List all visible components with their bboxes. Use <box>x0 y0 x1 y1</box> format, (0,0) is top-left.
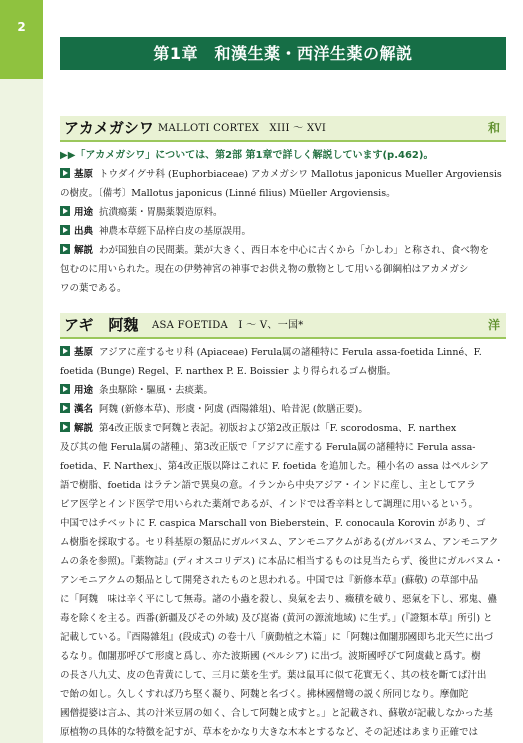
chapter-title: 第1章 和漢生薬・西洋生薬の解説 <box>60 37 506 70</box>
entry2-explain-line7: ム樹脂を採取する。セリ科基原の類品にガルバヌム、アンモニアクムがある(ガルバヌム、アンモニアク <box>60 537 499 548</box>
entry-name-jp: アカメガシワ <box>64 119 154 137</box>
entry2-explain-line14: の長さ八九丈、皮の色青黄にして、三月に葉を生ず。葉は鼠耳に似て花實无く、其の枝を斷てば汁出 <box>60 670 487 681</box>
entry1-explain-line1: 解説 わが国独自の民間薬。葉が大きく、西日本を中心に古くから「かしわ」と称され、食べ物を <box>60 241 506 260</box>
entry2-use: 用途 条虫駆除・驅風・去痰薬。 <box>60 381 506 400</box>
entry2-explain-line12: 記載している。『酉陽雜俎』(段成式) の卷十八「廣動植之木篇」に「阿魏は伽闍那國即ち北天竺に出づ <box>60 632 494 643</box>
label-marker-icon <box>60 403 70 413</box>
label-marker-icon <box>60 422 70 432</box>
page-number: 2 <box>17 20 26 34</box>
page-sidebar <box>0 0 43 743</box>
entry1-use: 用途 抗潰瘍薬・胃腸薬製造原料。 <box>60 203 506 222</box>
entry2-explain-line1: 解説 第4改正版まで阿魏と表記。初版および第2改正版は「F. scorodosma、F. narthex <box>60 419 506 438</box>
entry2-origin-line2: foetida (Bunge) Regel、F. narthex P. E. Boissier より得られるゴム樹脂。 <box>60 366 396 377</box>
entry1-body <box>60 165 506 298</box>
entry2-explain-line9: アンモニアクムの類品として開発されたものと思われる。中国では『新修本草』(蘇敬) の草部中品 <box>60 575 479 586</box>
entry-name-latin: ASA FOETIDA I ～ V、一国* <box>152 320 304 331</box>
label-marker-icon <box>60 346 70 356</box>
label-marker-icon <box>60 206 70 216</box>
entry-tag: 洋 <box>487 318 500 332</box>
label-marker-icon <box>60 225 70 235</box>
entry-name-jp: アギ 阿魏 <box>64 316 139 334</box>
entry2-kanji: 漢名 阿魏 (新修本草)、形虞・阿虞 (酉陽雜俎)、哈昔泥 (飲膳正要)。 <box>60 400 506 419</box>
entry-header-akamegashiwa <box>60 116 506 142</box>
entry2-explain-line5: ビア医学とインド医学で用いられた薬剤であるが、インドでは香辛料として調理に用いるという。 <box>60 499 479 510</box>
sidebar-strip <box>0 79 43 743</box>
sidebar-tab <box>0 0 43 79</box>
entry2-origin-line1: 基原 アジアに産するセリ科 (Apiaceae) Ferula属の諸種特に Ferula assa-foetida Linné、F. <box>60 343 506 362</box>
entry-tag: 和 <box>487 121 500 135</box>
label-marker-icon <box>60 168 70 178</box>
entry2-explain-line8: ムの条を参照)。『薬物誌』(ディオスコリデス) に本品に相当するものは見当たらず、後世にガルバヌム・ <box>60 556 504 567</box>
entry1-explain-line3: ワの葉である。 <box>60 283 127 294</box>
entry2-explain-line15: で飴の如し。久しくすれば乃ち堅く凝り、阿魏と名づく。拂林國僧彎の説く所同じなり。摩伽陀 <box>60 689 469 700</box>
entry1-explain-line2: 包むのに用いられた。現在の伊勢神宮の神事でお供え物の敷物として用いる御綱柏はアカメガシ <box>60 264 469 275</box>
entry2-explain-line13: るなり。伽闍那呼びて形虞と爲し、亦た波斯國 (ペルシア) に出づ。波斯國呼びて阿虞截と爲す。樹 <box>60 651 481 662</box>
entry-name-latin: MALLOTI CORTEX XIII ～ XVI <box>158 123 327 134</box>
entry2-explain-line3: foetida、F. Narthex」、第4改正版以降はこれに F. foetida を追加した。種小名の assa はペルシア <box>60 461 489 472</box>
cross-reference-note: ▶▶「アカメガシワ」については、第2部 第1章で詳しく解説しています(p.462)。 <box>60 150 434 161</box>
entry-header-agi <box>60 313 506 339</box>
entry2-explain-line6: 中国ではチベットに F. caspica Marschall von Bieberstein、F. conocaula Korovin があり、ゴ <box>60 518 486 529</box>
entry2-explain-line10: に「阿魏 味は辛く平にして無毒。諸の小蟲を殺し、臭氣を去り、癥積を破り、惡氣を下し、邪鬼、蠱 <box>60 594 498 605</box>
entry2-explain-line11: 毒を除くを主る。西番(新疆及びその外域) 及び崑崙 (黄河の源流地域) に生ず。」(『證類本草』所引) と <box>60 613 493 624</box>
entry2-explain-line4: 語で樹脂、foetida はラテン語で異臭の意。イランから中央アジア・インドに産し、主としてアラ <box>60 480 476 491</box>
entry2-explain-line17: 原植物の具体的な特徴を記すが、草本をかなり大きな木本とするなど、その記述はあまり正確では <box>60 727 479 738</box>
entry1-source: 出典 神農本草經下品梓白皮の基原誤用。 <box>60 222 506 241</box>
entry2-explain-line2: 及び其の他 Ferula属の諸種」、第3改正版で「アジアに産する Ferula属の諸種特に Ferula assa- <box>60 442 476 453</box>
label-marker-icon <box>60 244 70 254</box>
entry2-body <box>60 343 506 742</box>
entry1-origin-line2: の樹皮。〔備考〕Mallotus japonicus (Linné filius) Müeller Argoviensis。 <box>60 188 396 199</box>
entry2-explain-line16: 國僧提婆は言ふ、其の汁米豆屑の如く、合して阿魏と成すと。」と記載され、蘇敬が記載しなかった基 <box>60 708 493 719</box>
entry1-origin-line1: 基原 トウダイグサ科 (Euphorbiaceae) アカメガシワ Mallotus japonicus Mueller Argoviensis <box>60 165 506 184</box>
label-marker-icon <box>60 384 70 394</box>
